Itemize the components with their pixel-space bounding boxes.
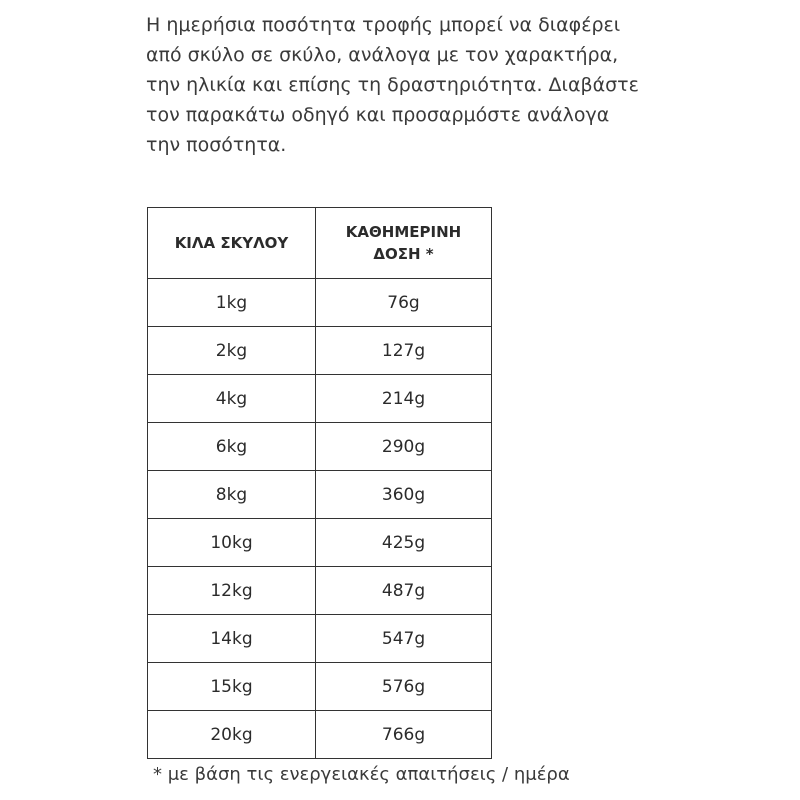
table-row xyxy=(148,519,492,567)
weight-cell: 12kg xyxy=(148,567,316,615)
intro-line: την ηλικία και επίσης τη δραστηριότητα. Διαβάστε xyxy=(146,74,639,96)
header-dog-weight: ΚΙΛΑ ΣΚΥΛΟΥ xyxy=(148,208,316,279)
weight-cell: 6kg xyxy=(148,423,316,471)
dose-cell: 425g xyxy=(316,519,492,567)
intro-line: από σκύλο σε σκύλο, ανάλογα με τον χαρακτήρα, xyxy=(146,44,619,66)
weight-cell: 4kg xyxy=(148,375,316,423)
footnote: * με βάση τις ενεργειακές απαιτήσεις / ημέρα xyxy=(153,764,570,785)
table-header-row xyxy=(148,208,492,279)
weight-cell: 8kg xyxy=(148,471,316,519)
header-daily-dose-line1: ΚΑΘΗΜΕΡΙΝΗ xyxy=(345,223,462,241)
table-row xyxy=(148,567,492,615)
dose-cell: 487g xyxy=(316,567,492,615)
table-row xyxy=(148,327,492,375)
intro-line: Η ημερήσια ποσότητα τροφής μπορεί να διαφέρει xyxy=(146,14,621,36)
header-daily-dose-line2: ΔΟΣΗ * xyxy=(373,245,434,263)
intro-paragraph xyxy=(146,10,666,160)
header-daily-dose xyxy=(316,208,492,279)
dose-cell: 127g xyxy=(316,327,492,375)
table-row xyxy=(148,711,492,759)
weight-cell: 1kg xyxy=(148,279,316,327)
table-row xyxy=(148,423,492,471)
dose-cell: 214g xyxy=(316,375,492,423)
dose-cell: 547g xyxy=(316,615,492,663)
weight-cell: 2kg xyxy=(148,327,316,375)
table-row xyxy=(148,615,492,663)
table-row xyxy=(148,375,492,423)
weight-cell: 10kg xyxy=(148,519,316,567)
intro-line: την ποσότητα. xyxy=(146,134,287,156)
dose-cell: 360g xyxy=(316,471,492,519)
weight-cell: 15kg xyxy=(148,663,316,711)
intro-line: τον παρακάτω οδηγό και προσαρμόστε ανάλογα xyxy=(146,104,610,126)
dose-cell: 290g xyxy=(316,423,492,471)
table-row xyxy=(148,663,492,711)
weight-cell: 14kg xyxy=(148,615,316,663)
dose-cell: 76g xyxy=(316,279,492,327)
dose-cell: 766g xyxy=(316,711,492,759)
table-row xyxy=(148,279,492,327)
table-row xyxy=(148,471,492,519)
feeding-guide-table xyxy=(147,207,492,759)
dose-cell: 576g xyxy=(316,663,492,711)
weight-cell: 20kg xyxy=(148,711,316,759)
